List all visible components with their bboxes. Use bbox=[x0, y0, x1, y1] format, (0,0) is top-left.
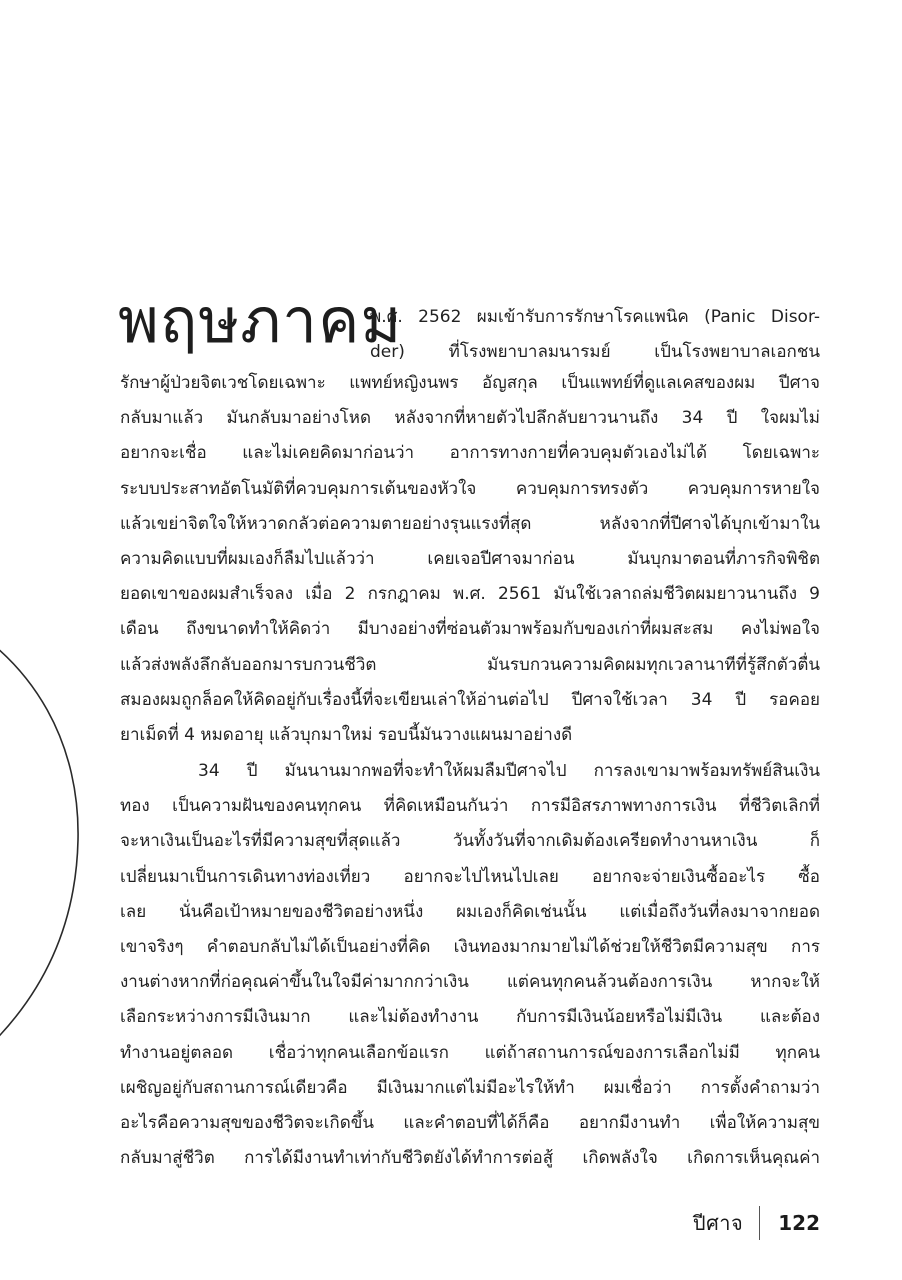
text-line: แล้วส่งพลังลึกลับออกมารบกวนชีวิต มันรบกวนความคิดผมทุกเวลานาทีที่รู้สึกตัวตื่น bbox=[120, 654, 820, 675]
paragraph-1 bbox=[120, 366, 820, 753]
text-line: เลย นั่นคือเป้าหมายของชีวิตอย่างหนึ่ง ผมเองก็คิดเช่นนั้น แต่เมื่อถึงวันที่ลงมาจากยอด bbox=[120, 901, 820, 922]
text-line: พ.ศ. 2562 ผมเข้ารับการรักษาโรคแพนิค (Panic Disor- bbox=[370, 307, 820, 327]
text-line: อะไรคือความสุขของชีวิตจะเกิดขึ้น และคำตอบที่ได้ก็คือ อยากมีงานทำ เพื่อให้ความสุข bbox=[120, 1112, 820, 1133]
text-line: ทอง เป็นความฝันของคนทุกคน ที่คิดเหมือนกันว่า การมีอิสรภาพทางการเงิน ที่ชีวิตเลิกที่ bbox=[120, 796, 820, 817]
paragraph-2 bbox=[120, 754, 820, 1176]
text-line: จะหาเงินเป็นอะไรที่มีความสุขที่สุดแล้ว วันทั้งวันที่จากเดิมต้องเครียดทำงานหาเงิน ก็ bbox=[120, 831, 820, 852]
text-line: งานต่างหากที่ก่อคุณค่าขึ้นในใจมีค่ามากกว่าเงิน แต่คนทุกคนล้วนต้องการเงิน หากจะให้ bbox=[120, 972, 820, 993]
intro-text bbox=[370, 300, 820, 370]
text-line: 34 ปี มันนานมากพอที่จะทำให้ผมลืมปีศาจไป การลงเขามาพร้อมทรัพย์สินเงิน bbox=[198, 761, 820, 781]
text-line: ทำงานอยู่ตลอด เชื่อว่าทุกคนเลือกข้อแรก แต่ถ้าสถานการณ์ของการเลือกไม่มี ทุกคน bbox=[120, 1042, 820, 1063]
text-line: กลับมาแล้ว มันกลับมาอย่างโหด หลังจากที่หายตัวไปลึกลับยาวนานถึง 34 ปี ใจผมไม่ bbox=[120, 408, 820, 429]
page-number: 122 bbox=[778, 1211, 820, 1235]
text-line: ระบบประสาทอัตโนมัติที่ควบคุมการเต้นของหัวใจ ควบคุมการทรงตัว ควบคุมการหายใจ bbox=[120, 478, 820, 499]
text-line: สมองผมถูกล็อคให้คิดอยู่กับเรื่องนี้ที่จะเขียนเล่าให้อ่านต่อไป ปีศาจใช้เวลา 34 ปี รอคอย bbox=[120, 689, 820, 710]
text-line: เลือกระหว่างการมีเงินมาก และไม่ต้องทำงาน กับการมีเงินน้อยหรือไม่มีเงิน และต้อง bbox=[120, 1007, 820, 1028]
text-line: รักษาผู้ป่วยจิตเวชโดยเฉพาะ แพทย์หญิงนพร อัญสกุล เป็นแพทย์ที่ดูแลเคสของผม ปีศาจ bbox=[120, 373, 820, 393]
footer-chapter-name: ปีศาจ bbox=[692, 1211, 744, 1235]
text-line: เขาจริงๆ คำตอบกลับไม่ได้เป็นอย่างที่คิด เงินทองมากมายไม่ได้ช่วยให้ชีวิตมีความสุข การ bbox=[120, 936, 820, 957]
text-line: ยาเม็ดที่ 4 หมดอายุ แล้วบุกมาใหม่ รอบนี้มันวางแผนมาอย่างดี bbox=[120, 724, 573, 745]
text-line: ความคิดแบบที่ผมเองก็ลืมไปแล้วว่า เคยเจอปีศาจมาก่อน มันบุกมาตอนที่ภารกิจพิชิต bbox=[120, 548, 820, 569]
text-line: der) ที่โรงพยาบาลมนารมย์ เป็นโรงพยาบาลเอกชน bbox=[370, 342, 820, 362]
text-line: เปลี่ยนมาเป็นการเดินทางท่องเที่ยว อยากจะไปไหนไปเลย อยากจะจ่ายเงินซื้ออะไร ซื้อ bbox=[120, 866, 820, 887]
text-line: ยอดเขาของผมสำเร็จลง เมื่อ 2 กรกฎาคม พ.ศ. 2561 มันใช้เวลาถล่มชีวิตผมยาวนานถึง 9 bbox=[120, 584, 820, 605]
text-line: แล้วเขย่าจิตใจให้หวาดกลัวต่อความตายอย่างรุนแรงที่สุด หลังจากที่ปีศาจได้บุกเข้ามาใน bbox=[120, 513, 820, 534]
decorative-arc bbox=[0, 600, 90, 1060]
chapter-title: พฤษภาคม bbox=[118, 284, 403, 357]
text-line: เดือน ถึงขนาดทำให้คิดว่า มีบางอย่างที่ซ่อนตัวมาพร้อมกับของเก่าที่ผมสะสม คงไม่พอใจ bbox=[120, 619, 820, 640]
text-line: กลับมาสู่ชีวิต การได้มีงานทำเท่ากับชีวิตยังได้ทำการต่อสู้ เกิดพลังใจ เกิดการเห็นคุณค่า bbox=[120, 1148, 820, 1169]
text-line: เผชิญอยู่กับสถานการณ์เดียวคือ มีเงินมากแต่ไม่มีอะไรให้ทำ ผมเชื่อว่า การตั้งคำถามว่า bbox=[120, 1077, 820, 1098]
footer-divider bbox=[759, 1206, 760, 1240]
text-line: อยากจะเชื่อ และไม่เคยคิดมาก่อนว่า อาการทางกายที่ควบคุมตัวเองไม่ได้ โดยเฉพาะ bbox=[120, 443, 820, 464]
page-footer bbox=[693, 1206, 820, 1240]
